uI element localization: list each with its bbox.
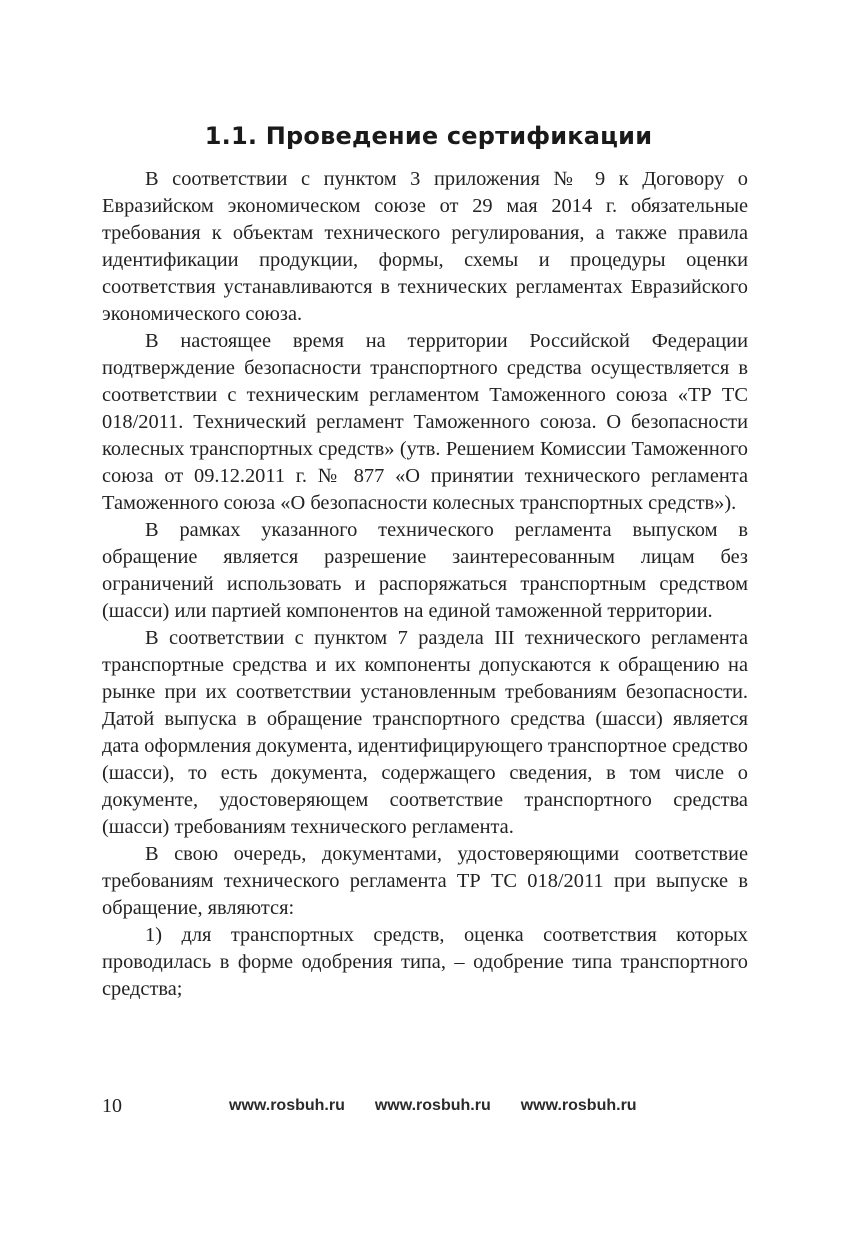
page-number: 10 [102, 1095, 122, 1117]
paragraph-6: 1) для транспортных средств, оценка соответствия которых проводилась в форме одобрения типа, – одобрение типа транспортного средства; [102, 924, 748, 1000]
footer-links [229, 1093, 637, 1119]
paragraph-4: В соответствии с пунктом 7 раздела III технического регламента транспортные средства и их компоненты допускаются к обращению на рынке при их соответствии установленным требованиям безопасности. Датой выпуска в обращение транспортного средства (шасси) является дата оформления документа, идентифицирующего транспортное средство (шасси), то есть документа, содержащего сведения, в том числе о документе, удостоверяющем соответствие транспортного средства (шасси) требованиям технического регламента. [102, 627, 748, 838]
footer-link-2: www.rosbuh.ru [374, 1097, 491, 1114]
paragraph-5: В свою очередь, документами, удостоверяющими соответствие требованиям технического регламента ТР ТС 018/2011 при выпуске в обращение, являются: [102, 843, 748, 919]
section-heading: 1.1. Проведение сертификации [204, 122, 653, 150]
page-footer [102, 1093, 748, 1119]
footer-link-3: www.rosbuh.ru [520, 1097, 637, 1114]
paragraph-2: В настоящее время на территории Российской Федерации подтверждение безопасности транспортного средства осуществляется в соответствии с техническим регламентом Таможенного союза «ТР ТС 018/2011. Технический регламент Таможенного союза. О безопасности колесных транспортных средств» (утв. Решением Комиссии Таможенного союза от 09.12.2011 г. № 877 «О принятии технического регламента Таможенного союза «О безопасности колесных транспортных средств»). [102, 330, 748, 514]
paragraph-3: В рамках указанного технического регламента выпуском в обращение является разрешение заинтересованным лицам без ограничений использовать и распоряжаться транспортным средством (шасси) или партией компонентов на единой таможенной территории. [102, 519, 748, 622]
footer-link-1: www.rosbuh.ru [229, 1097, 345, 1114]
paragraph-1: В соответствии с пунктом 3 приложения № 9 к Договору о Евразийском экономическом союзе от 29 мая 2014 г. обязательные требования к объектам технического регулирования, а также правила идентификации продукции, формы, схемы и процедуры оценки соответствия устанавливаются в технических регламентах Евразийского экономического союза. [102, 168, 748, 325]
body-text [102, 166, 748, 1003]
